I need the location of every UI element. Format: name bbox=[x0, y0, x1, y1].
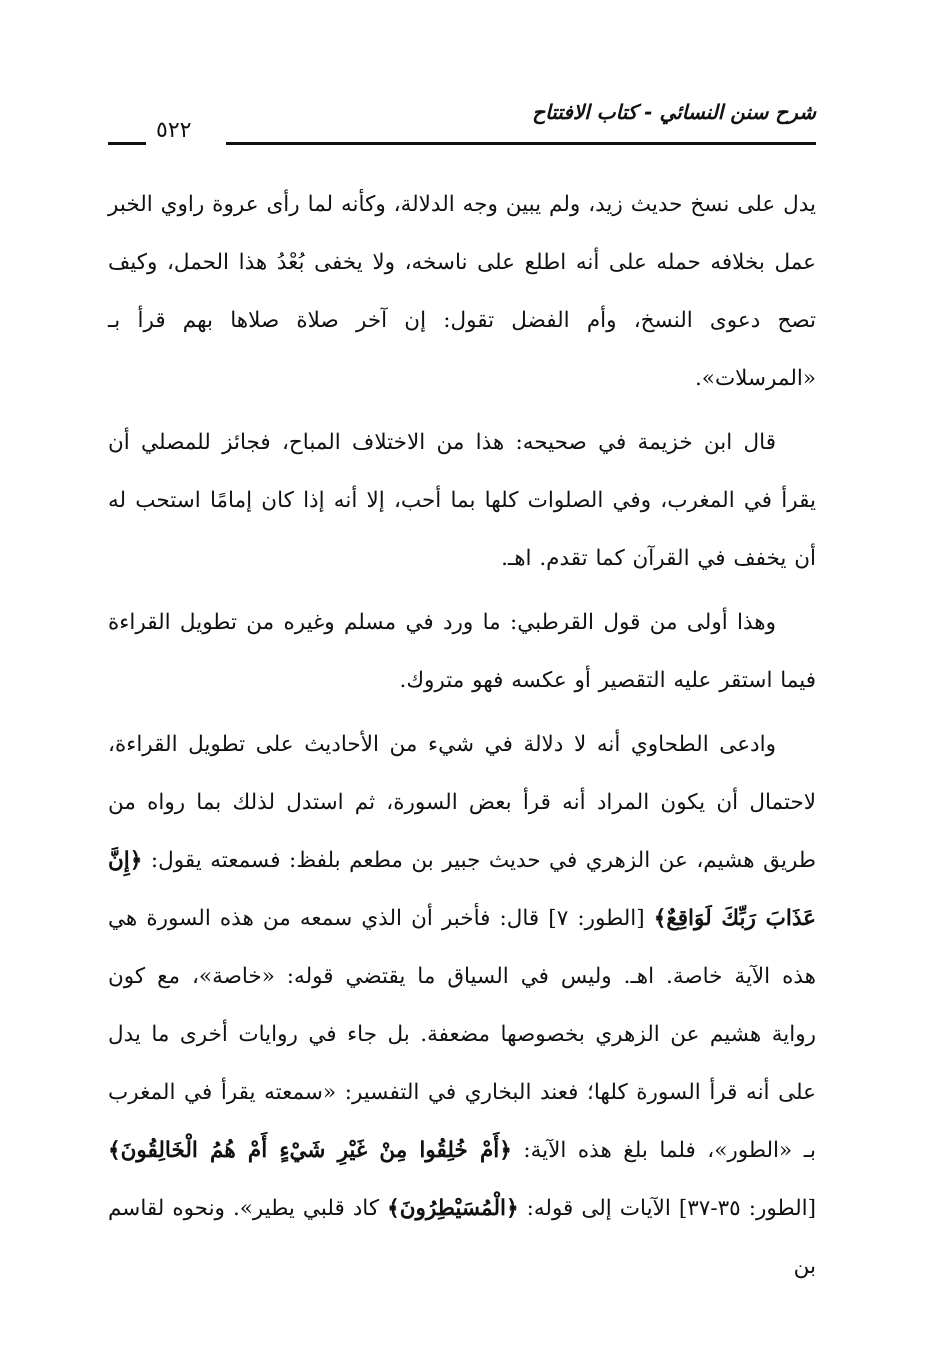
paragraph bbox=[108, 414, 816, 588]
paragraph bbox=[108, 594, 816, 710]
page-number-rule bbox=[108, 142, 146, 145]
paragraph bbox=[108, 716, 816, 1296]
running-title: شرح سنن النسائي - كتاب الافتتاح bbox=[532, 100, 816, 124]
page-header bbox=[108, 96, 816, 156]
text-segment: وادعى الطحاوي أنه لا دلالة في شيء من الأحاديث على تطويل القراءة، لاحتمال أن يكون المراد أنه قرأ بعض السورة، ثم استدل لذلك بما رواه من طريق هشيم، عن الزهري في حديث جبير بن مطعم بلفظ: فسمعته يقول: bbox=[108, 732, 816, 873]
paragraph bbox=[108, 176, 816, 408]
text-segment: كاد قلبي يطير». ونحوه لقاسم بن bbox=[108, 1196, 816, 1279]
text-segment: وهذا أولى من قول القرطبي: ما ورد في مسلم وغيره من تطويل القراءة فيما استقر عليه التقصير أو عكسه فهو متروك. bbox=[108, 610, 816, 693]
page-number: ٥٢٢ bbox=[156, 118, 192, 143]
text-segment: يدل على نسخ حديث زيد، ولم يبين وجه الدلالة، وكأنه لما رأى عروة راوي الخبر عمل بخلافه حمله على أنه اطلع على ناسخه، ولا يخفى بُعْدُ هذا الحمل، وكيف تصح دعوى النسخ، وأم الفضل تقول: إن آخر صلاة صلاها بهم قرأ بـ «المرسلات». bbox=[108, 192, 816, 391]
body-text bbox=[108, 176, 816, 1296]
quran-verse: ﴿إِنَّ عَذَابَ رَبِّكَ لَوَاقِعٌ﴾ bbox=[108, 848, 816, 931]
quran-verse: ﴿الْمُسَيْطِرُونَ﴾ bbox=[387, 1196, 519, 1221]
header-rule bbox=[226, 142, 816, 145]
quran-verse: ﴿أَمْ خُلِقُوا مِنْ غَيْرِ شَيْءٍ أَمْ هُمُ الْخَالِقُونَ﴾ bbox=[108, 1138, 512, 1163]
text-segment: [الطور: ٧] قال: فأخبر أن الذي سمعه من هذه السورة هي هذه الآية خاصة. اهـ. وليس في السياق ما يقتضي قوله: «خاصة»، مع كون رواية هشيم عن الزهري بخصوصها مضعفة. بل جاء في روايات أخرى ما يدل على أنه قرأ السورة كلها؛ فعند البخاري في التفسير: «سمعته يقرأ في المغرب بـ «الطور»، فلما بلغ هذه الآية: bbox=[108, 906, 816, 1163]
text-segment: [الطور: ٣٥-٣٧] الآيات إلى قوله: bbox=[518, 1196, 816, 1221]
text-segment: قال ابن خزيمة في صحيحه: هذا من الاختلاف المباح، فجائز للمصلي أن يقرأ في المغرب، وفي الصلوات كلها بما أحب، إلا أنه إذا كان إمامًا استحب له أن يخفف في القرآن كما تقدم. اهـ. bbox=[108, 430, 816, 571]
